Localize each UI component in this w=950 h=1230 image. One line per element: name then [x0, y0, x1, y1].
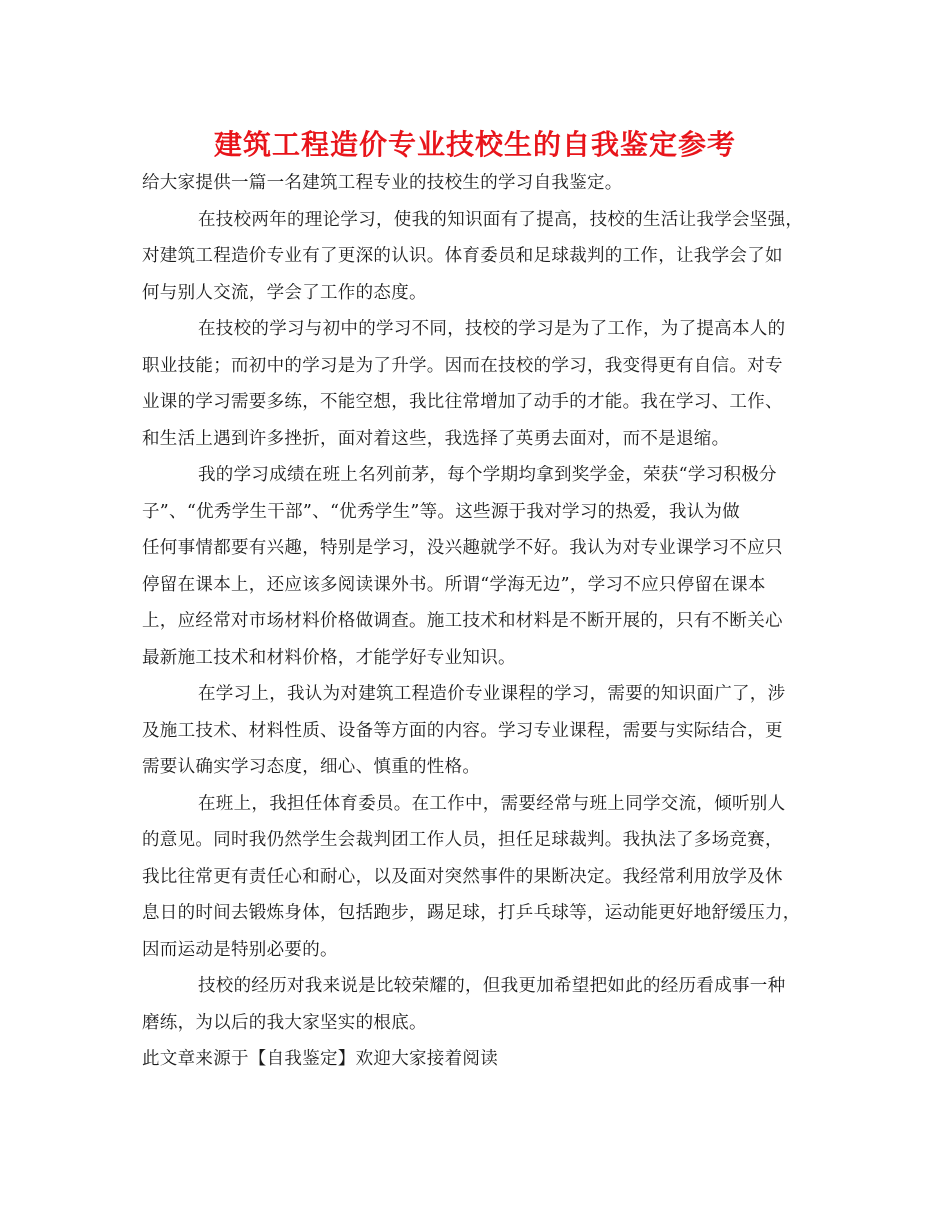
- paragraph-line: 及施工技术、材料性质、设备等方面的内容。学习专业课程，需要与实际结合，更: [142, 720, 783, 741]
- paragraph-6: [142, 968, 822, 1041]
- paragraph-line: 在技校两年的理论学习，使我的知识面有了提高，技校的生活让我学会坚强，: [198, 209, 804, 230]
- paragraph-line: 最新施工技术和材料价格，才能学好专业知识。: [142, 647, 516, 668]
- paragraph-2: [142, 311, 822, 457]
- intro-line: 给大家提供一篇一名建筑工程专业的技校生的学习自我鉴定。: [142, 173, 623, 193]
- paragraph-line: 我比往常更有责任心和耐心，以及面对突然事件的果断决定。我经常利用放学及休: [142, 866, 783, 887]
- paragraph-line: 业课的学习需要多练，不能空想，我比往常增加了动手的才能。我在学习、工作、: [142, 392, 783, 412]
- paragraph-4: [142, 676, 822, 786]
- paragraph-5: [142, 786, 822, 969]
- paragraph-line: 在技校的学习与初中的学习不同，技校的学习是为了工作，为了提高本人的: [198, 319, 786, 339]
- paragraph-line: 停留在课本上，还应该多阅读课外书。所谓“学海无边”，学习不应只停留在课本: [142, 574, 766, 595]
- paragraph-line: 需要认确实学习态度，细心、慎重的性格。: [142, 757, 481, 777]
- paragraph-1: [142, 202, 822, 312]
- paragraph-line: 对建筑工程造价专业有了更深的认识。体育委员和足球裁判的工作，让我学会了如: [142, 246, 783, 266]
- paragraph-line: 上，应经常对市场材料价格做调查。施工技术和材料是不断开展的，只有不断关心: [142, 611, 783, 631]
- paragraph-line: 的意见。同时我仍然学生会裁判团工作人员，担任足球裁判。我执法了多场竞赛，: [142, 830, 783, 850]
- source-footer-line: 此文章来源于【自我鉴定】欢迎大家接着阅读: [142, 1049, 498, 1069]
- paragraph-line: 磨练，为以后的我大家坚实的根底。: [142, 1012, 427, 1033]
- document-body: [142, 165, 822, 1078]
- paragraph-line: 因而运动是特别必要的。: [142, 939, 338, 960]
- paragraph-line: 技校的经历对我来说是比较荣耀的，但我更加希望把如此的经历看成事一种: [198, 976, 786, 996]
- paragraph-3: [142, 457, 822, 676]
- paragraph-line: 在学习上，我认为对建筑工程造价专业课程的学习，需要的知识面广了，涉: [198, 684, 786, 704]
- paragraph-line: 息日的时间去锻炼身体，包括跑步，踢足球，打乒乓球等，运动能更好地舒缓压力，: [142, 903, 801, 923]
- paragraph-line: 我的学习成绩在班上名列前茅，每个学期均拿到奖学金，荣获“学习积极分: [198, 465, 777, 485]
- paragraph-line: 何与别人交流，学会了工作的态度。: [142, 282, 427, 303]
- paragraph-line: 子”、“优秀学生干部”、“优秀学生”等。这些源于我对学习的热爱，我认为做: [142, 501, 741, 522]
- paragraph-line: 职业技能；而初中的学习是为了升学。因而在技校的学习，我变得更有自信。对专: [142, 355, 783, 376]
- paragraph-line: 任何事情都要有兴趣，特别是学习，没兴趣就学不好。我认为对专业课学习不应只: [142, 538, 783, 558]
- paragraph-line: 和生活上遇到许多挫折，面对着这些，我选择了英勇去面对，而不是退缩。: [142, 428, 730, 449]
- document-title: 建筑工程造价专业技校生的自我鉴定参考: [213, 128, 736, 161]
- paragraph-line: 在班上，我担任体育委员。在工作中，需要经常与班上同学交流，倾听别人: [198, 793, 786, 814]
